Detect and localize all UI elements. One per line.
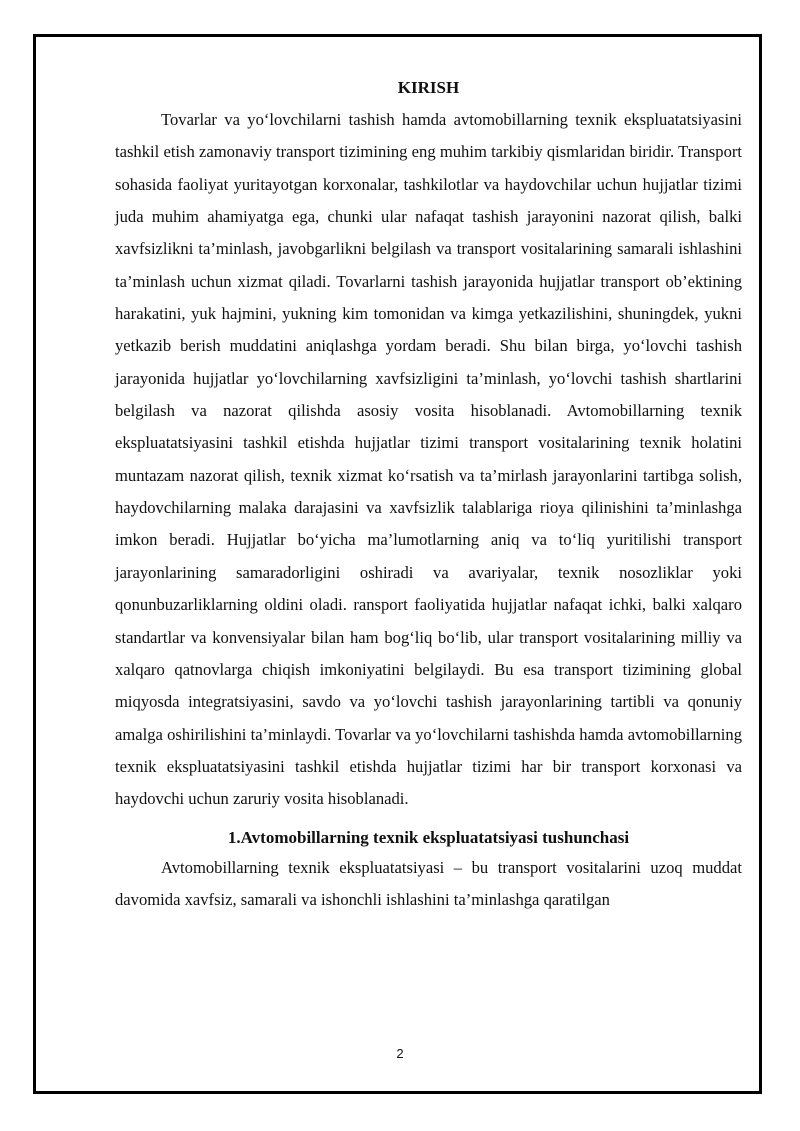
page-number: 2 [396, 1046, 404, 1061]
page-content [115, 72, 742, 916]
page-title: KIRISH [397, 78, 460, 97]
section-title: 1.Avtomobillarning texnik ekspluatatsiyasi tushunchasi [227, 827, 630, 847]
section-paragraph: Avtomobillarning texnik ekspluatatsiyasi – bu transport vositalarini uzoq muddat davomida xavfsiz, samarali va ishonchli ishlashini ta’minlashga qaratilgan [115, 857, 742, 909]
intro-paragraph: Tovarlar va yo‘lovchilarni tashish hamda avtomobillarning texnik ekspluatatsiyasini tashkil etish zamonaviy transport tizimining eng muhim tarkibiy qismlaridan biridir. Transport sohasida faoliyat yuritayotgan korxonalar, tashkilotlar va haydovchilar uchun hujjatlar tizimi juda muhim ahamiyatga ega, chunki ular nafaqat tashish jarayonini nazorat qilish, balki xavfsizlikni ta’minlash, javobgarlikni belgilash va transport vositalarining samarali ishlashini ta’minlash uchun xizmat qiladi. Tovarlarni tashish jarayonida hujjatlar transport ob’ektining harakatini, yuk hajmini, yukning kim tomonidan va kimga yetkazilishini, shuningdek, yukni yetkazib berish muddatini aniqlashga yordam beradi. Shu bilan birga, yo‘lovchi tashish jarayonida hujjatlar yo‘lovchilarning xavfsizligini ta’minlash, yo‘lovchi tashish shartlarini belgilash va nazorat qilishda asosiy vosita hisoblanadi. Avtomobillarning texnik ekspluatatsiyasini tashkil etishda hujjatlar tizimi transport vositalarining texnik holatini muntazam nazorat qilish, texnik xizmat ko‘rsatish va ta’mirlash jarayonlarini tartibga solish, haydovchilarning malaka darajasini va xavfsizlik talablariga rioya qilinishini ta’minlashga imkon beradi. Hujjatlar bo‘yicha ma’lumotlarning aniq va to‘liq yuritilishi transport jarayonlarining samaradorligini oshiradi va avariyalar, texnik nosozliklar yoki qonunbuzarliklarning oldini oladi. ransport faoliyatida hujjatlar nafaqat ichki, balki xalqaro standartlar va konvensiyalar bilan ham bog‘liq bo‘lib, ular transport vositalarining milliy va xalqaro qatnovlarga chiqish imkoniyatini belgilaydi. Bu esa transport tizimining global miqyosda integratsiyasini, savdo va yo‘lovchi tashish jarayonlarining tartibli va qonuniy amalga oshirilishini ta’minlaydi. Tovarlar va yo‘lovchilarni tashishda hamda avtomobillarning texnik ekspluatatsiyasini tashkil etishda hujjatlar tizimi har bir transport korxonasi va haydovchi uchun zaruriy vosita hisoblanadi. [115, 110, 742, 809]
